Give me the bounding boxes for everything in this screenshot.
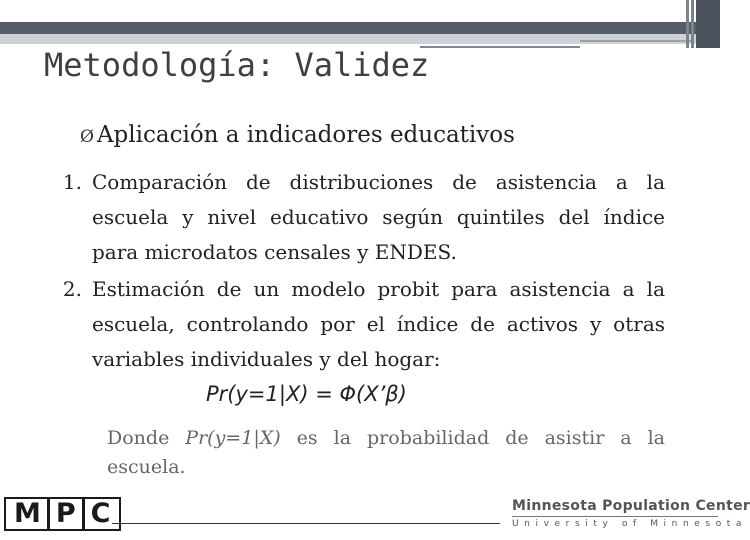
header-bar-dark	[0, 22, 700, 34]
minnesota-population-center-logo	[512, 498, 750, 529]
slide-title: Metodología: Validez	[44, 46, 430, 84]
header-bar-light	[0, 34, 700, 44]
note-expression: Pr(y=1|X)	[185, 427, 281, 449]
mpc-logo-letter: M	[14, 498, 41, 529]
mpc-logo-letter: C	[82, 499, 117, 529]
mpc-logo-letter: P	[47, 499, 82, 529]
footer-divider	[112, 523, 500, 524]
list-item	[40, 272, 665, 377]
list-item-number: 2.	[62, 277, 82, 301]
mpc-logo	[4, 497, 121, 531]
mn-logo-name: Minnesota Population Center	[512, 498, 750, 514]
mn-logo-university: University of Minnesota	[512, 519, 748, 529]
list-item-number: 1.	[62, 170, 82, 194]
formula-note	[107, 424, 665, 482]
numbered-list	[40, 165, 665, 377]
corner-block	[696, 0, 720, 48]
probit-formula: Pr(y=1|X) = Φ(X’β)	[206, 382, 407, 406]
bullet-heading-text: Aplicación a indicadores educativos	[96, 122, 515, 148]
mn-logo-rule	[512, 516, 718, 517]
arrow-bullet-icon: Ø	[80, 127, 94, 147]
header-underline	[420, 46, 580, 48]
list-item-text: Comparación de distribuciones de asistencia a la escuela y nivel educativo según quintiles del índice para microdatos censales y ENDES.	[92, 170, 665, 264]
note-lead: Donde	[107, 427, 186, 449]
corner-stripe	[686, 0, 689, 48]
header-underline-secondary	[580, 40, 694, 42]
list-item	[40, 165, 665, 270]
corner-stripe	[691, 0, 694, 48]
note-rest: es la probabilidad de asistir a la escuela.	[107, 427, 665, 478]
list-item-text: Estimación de un modelo probit para asistencia a la escuela, controlando por el índice de activos y otras variables individuales y del hogar:	[92, 277, 665, 371]
bullet-heading	[80, 122, 515, 148]
